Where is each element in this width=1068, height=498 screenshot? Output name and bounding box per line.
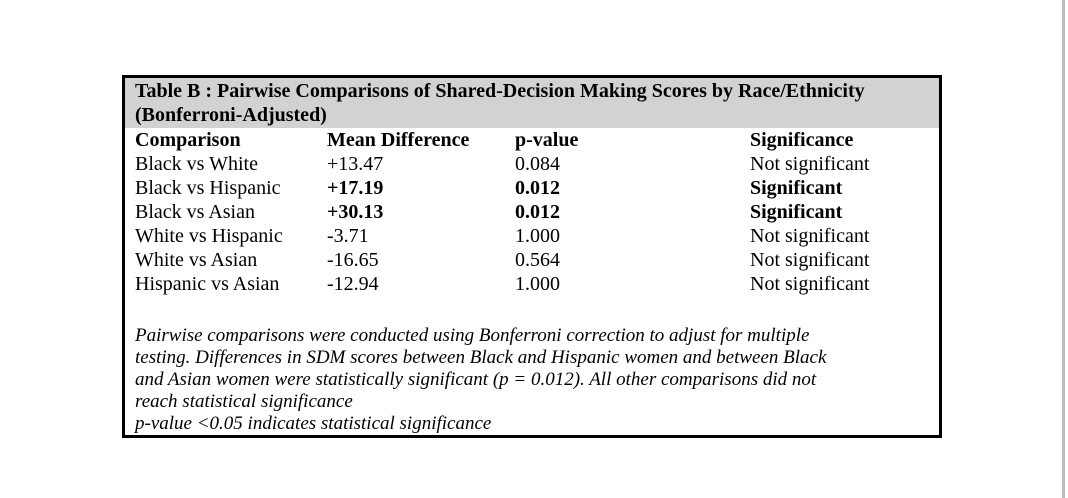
cell-comparison: White vs Hispanic	[135, 225, 283, 247]
table-b	[122, 75, 942, 438]
table-row	[125, 176, 939, 200]
table-title-line2: (Bonferroni-Adjusted)	[135, 104, 327, 126]
table-row	[125, 152, 939, 176]
cell-p-value: 0.012	[515, 201, 560, 223]
cell-p-value: 0.012	[515, 177, 560, 199]
page-edge-line	[1062, 0, 1065, 498]
footnote-line: reach statistical significance	[135, 391, 353, 412]
column-header-comparison: Comparison	[135, 129, 241, 151]
table-row	[125, 248, 939, 272]
cell-p-value: 0.084	[515, 153, 560, 175]
cell-comparison: Hispanic vs Asian	[135, 273, 280, 295]
table-row	[125, 200, 939, 224]
table-title-line1: Table B : Pairwise Comparisons of Shared-Decision Making Scores by Race/Ethnicity	[135, 80, 865, 102]
table-row	[125, 224, 939, 248]
table-row	[125, 272, 939, 296]
cell-mean-difference: -16.65	[327, 249, 379, 271]
cell-significance: Not significant	[750, 225, 870, 247]
cell-p-value: 1.000	[515, 225, 560, 247]
significance-note: p-value <0.05 indicates statistical significance	[135, 413, 492, 434]
column-header-significance: Significance	[750, 129, 854, 151]
cell-comparison: Black vs Hispanic	[135, 177, 281, 199]
cell-significance: Not significant	[750, 273, 870, 295]
cell-mean-difference: -12.94	[327, 273, 379, 295]
cell-p-value: 1.000	[515, 273, 560, 295]
column-header-p-value: p-value	[515, 129, 579, 151]
cell-mean-difference: -3.71	[327, 225, 369, 247]
cell-significance: Not significant	[750, 249, 870, 271]
cell-comparison: White vs Asian	[135, 249, 258, 271]
footnote-line: and Asian women were statistically significant (p = 0.012). All other comparisons did not	[135, 369, 817, 390]
cell-comparison: Black vs White	[135, 153, 258, 175]
cell-mean-difference: +13.47	[327, 153, 384, 175]
cell-significance: Significant	[750, 201, 843, 223]
table-header-row	[125, 128, 939, 152]
cell-mean-difference: +17.19	[327, 177, 384, 199]
column-header-mean-difference: Mean Difference	[327, 129, 470, 151]
blank-row	[125, 296, 939, 325]
table-title	[125, 78, 939, 128]
table-footnote	[125, 325, 939, 435]
cell-p-value: 0.564	[515, 249, 560, 271]
cell-significance: Not significant	[750, 153, 870, 175]
footnote-line: testing. Differences in SDM scores between Black and Hispanic women and between Black	[135, 347, 827, 368]
cell-significance: Significant	[750, 177, 843, 199]
cell-mean-difference: +30.13	[327, 201, 384, 223]
footnote-line: Pairwise comparisons were conducted using Bonferroni correction to adjust for multiple	[135, 325, 810, 346]
cell-comparison: Black vs Asian	[135, 201, 255, 223]
